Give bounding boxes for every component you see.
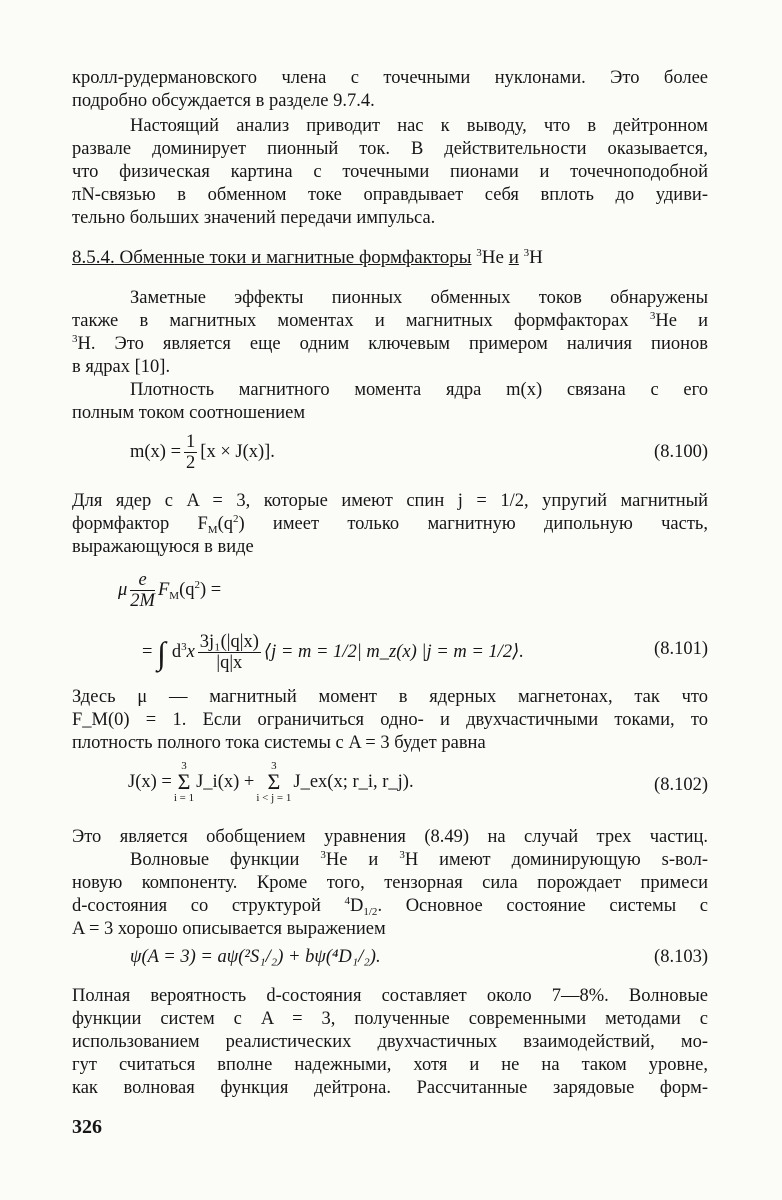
mass-number: 3 [476,247,482,259]
text-line: d-состояния со структурой $^4D_{1/2}$. Основное состояние системы с [72,895,708,917]
text-line: также в магнитных моментах и магнитных формфакторах $^3$He и [72,310,708,331]
text-line: кролл-рудермановского члена с точечными нуклонами. Это более [72,68,708,88]
text-line: в ядрах [10]. [72,357,171,377]
equation-8-102: J(x) =3 Σ i = 1J_i(x) +3 Σ i < j = 1J_ex(x; r_i, r_j). [128,760,414,804]
text-line: Волновые функции $^3$He и $^3$H имеют доминирующую s-вол- [130,849,708,870]
text-line: формфактор $F_M(q^2)$ имеет только магнитную дипольную часть, [72,513,708,535]
mass-number: 3 [523,247,530,259]
equation-8-103: ψ(A = 3) = aψ(²S₁/₂) + bψ(⁴D₁/₂). [130,947,381,967]
nucleus-symbol: H [529,247,543,268]
text-line: гут считаться вполне надежными, хотя и не на таком уровне, [72,1055,708,1075]
text-line: выражающуюся в виде [72,537,254,557]
text-line: Для ядер с A = 3, которые имеют спин j = 1/2, упругий магнитный [72,491,708,511]
text-line: Плотность магнитного момента ядра m(x) связана с его [130,380,708,400]
text-line: $^3$H. Это является еще одним ключевым примером наличия пионов [72,333,708,354]
equation-8-101-lhs: μ $\frac{e}{2M}$ $F_M(q^2)$ = [118,570,222,611]
text-line: Заметные эффекты пионных обменных токов обнаружены [130,288,708,308]
text-line: развале доминирует пионный ток. В действительности оказывается, [72,139,708,159]
text-line: Настоящий анализ приводит нас к выводу, что в дейтронном [130,116,708,136]
equation-8-100: m(x) = $\frac{1}{2}$ [x × J(x)]. [130,432,275,473]
equation-8-101-rhs: = ∫ $d^3x$ $\frac{\text{3j₁(|q|x)}}{|q|x}$ ⟨j = m = 1/2| m_z(x) |j = m = 1/2⟩. [142,632,524,673]
text-line: Здесь μ — магнитный момент в ядерных магнетонах, так что [72,687,708,707]
equation-number: (8.103) [654,947,708,967]
text-line: новую компоненту. Кроме того, тензорная сила порождает примеси [72,873,708,893]
equation-number: (8.101) [654,639,708,659]
text-line: A = 3 хорошо описывается выражением [72,919,386,939]
text-line: использованием реалистических двухчастичных взаимодействий, мо- [72,1032,708,1052]
equation-number: (8.102) [654,775,708,795]
section-number: 8.5.4. [72,247,115,268]
nucleus-symbol: He [481,247,504,268]
text-line: Полная вероятность d-состояния составляет около 7—8%. Волновые [72,986,708,1006]
heading-connector: и [508,247,519,268]
section-title: Обменные токи и магнитные формфакторы [119,247,472,268]
text-line: тельно больших значений передачи импульса. [72,208,436,228]
text-line: как волновая функция дейтрона. Рассчитанные зарядовые форм- [72,1078,708,1098]
text-line: F_M(0) = 1. Если ограничиться одно- и двухчастичными токами, то [72,710,708,730]
integral-sign: ∫ [157,634,166,671]
text-line: что физическая картина с точечными пионами и точечноподобной [72,162,708,182]
text-line: подробно обсуждается в разделе 9.7.4. [72,91,375,111]
equation-number: (8.100) [654,442,708,462]
section-heading [72,246,708,270]
text-line: Это является обобщением уравнения (8.49) на случай трех частиц. [72,827,708,847]
page-number: 326 [72,1116,102,1138]
text-line: πN-связью в обменном токе оправдывает себя вплоть до удиви- [72,185,708,205]
text-line: полным током соотношением [72,403,306,423]
text-line: функции систем с A = 3, полученные современными методами с [72,1009,708,1029]
text-line: плотность полного тока системы с A = 3 будет равна [72,733,486,753]
